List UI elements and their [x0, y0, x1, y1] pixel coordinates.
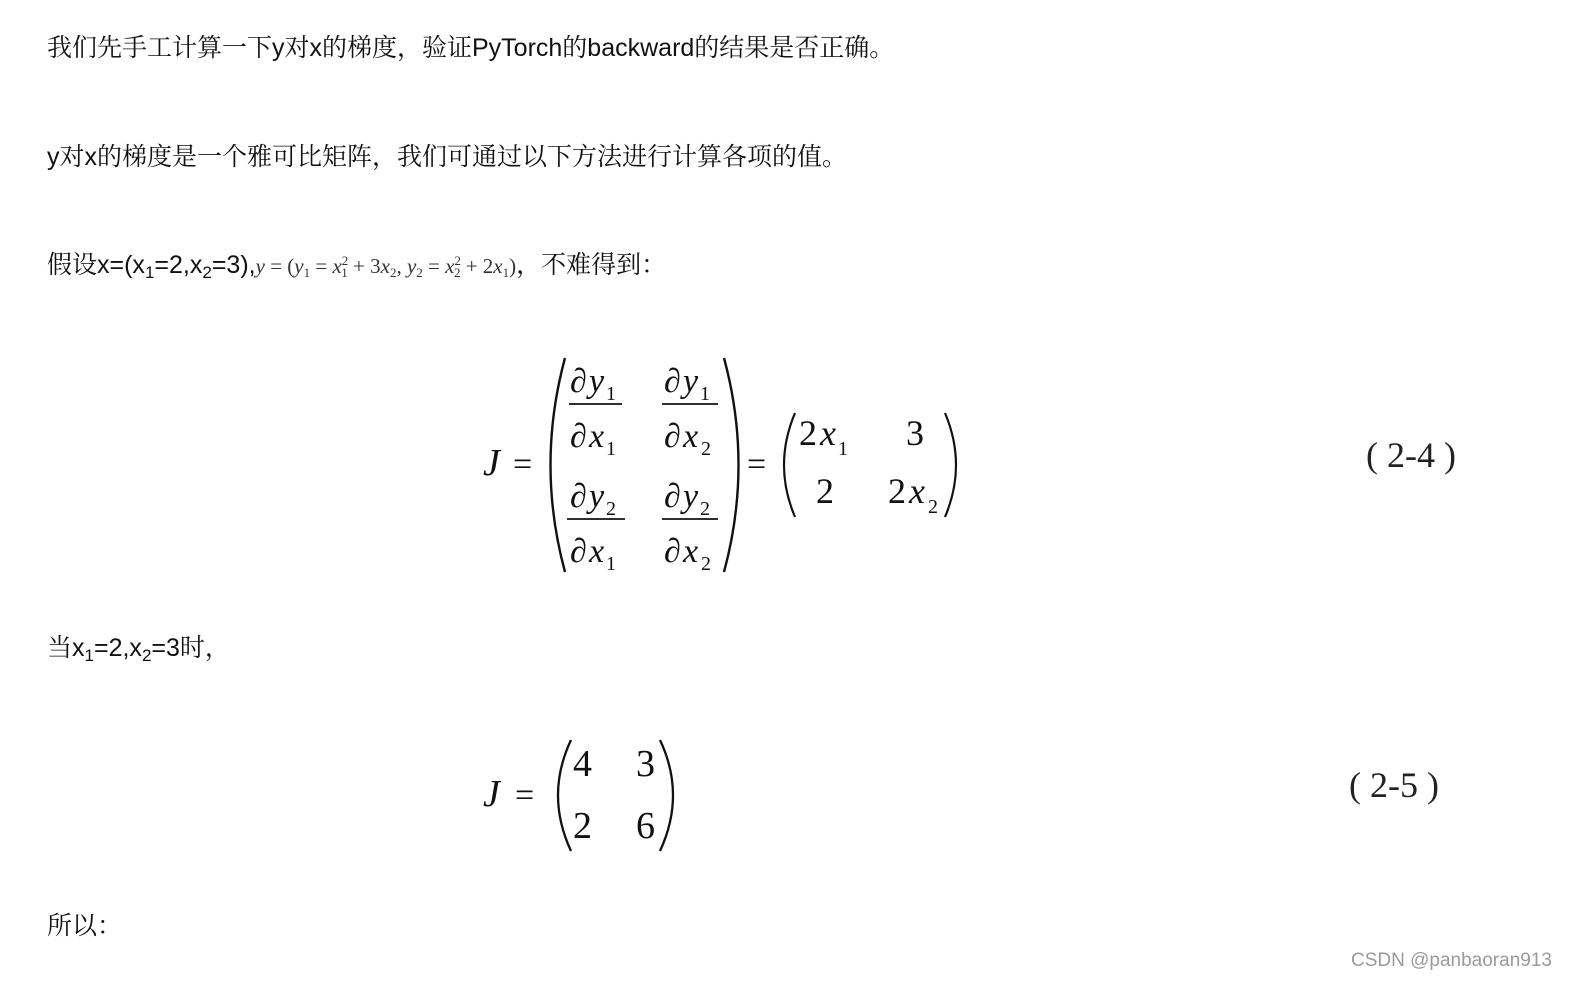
eq1-y-a: y: [589, 363, 605, 400]
eq1-equals-1: =: [513, 446, 533, 483]
condition-prefix: 当x: [47, 634, 85, 662]
eq1-rhs-two-a: 2: [799, 413, 817, 453]
eq1-y-g: y: [683, 478, 699, 515]
eq1-x-f: x: [589, 533, 605, 570]
condition-mid: =2,x: [93, 634, 142, 662]
eq1-sub-h: 2: [701, 553, 711, 575]
inline-x2: x: [380, 254, 390, 278]
eq1-sub-b: 1: [606, 438, 616, 460]
eq1-partial-g: ∂: [664, 478, 681, 515]
eq1-right-paren: [724, 358, 739, 572]
eq1-rhs-sub-c: 2: [928, 496, 938, 518]
inline-x1-sup: 2: [341, 253, 349, 268]
eq1-lhs-j: J: [483, 442, 500, 484]
eq1-sub-a: 1: [606, 383, 616, 405]
eq2-cell-c: 2: [573, 805, 592, 847]
eq2-left-paren: [558, 740, 571, 851]
eq1-rhs-cell-2x2: [888, 471, 938, 518]
inline-eq-2: =: [422, 254, 446, 278]
eq1-rhs-two-b: 2: [816, 471, 834, 511]
inline-y: y: [255, 254, 265, 278]
eq1-partial-e: ∂: [570, 478, 587, 515]
inline-x1b: x: [493, 254, 503, 278]
eq1-rhs-sub-a: 1: [838, 438, 848, 460]
inline-x2b: x: [445, 254, 455, 278]
equation-2-4: [483, 358, 956, 575]
eq1-partial-h: ∂: [664, 533, 681, 570]
eq1-cell-dy1-dx1: [569, 363, 622, 460]
eq1-sub-g: 2: [700, 498, 710, 520]
eq1-partial-c: ∂: [664, 363, 681, 400]
eq1-x-b: x: [589, 418, 605, 455]
eq1-partial-d: ∂: [664, 418, 681, 455]
eq2-lhs-j: J: [483, 773, 500, 815]
eq1-y-c: y: [683, 363, 699, 400]
equation-number-2-5: ( 2-5 ): [1349, 765, 1439, 805]
inline-x1-sub: 1: [341, 265, 348, 280]
eq1-left-paren: [551, 358, 566, 572]
eq1-cell-dy2-dx2: [662, 478, 718, 575]
csdn-watermark: CSDN @panbaoran913: [1351, 950, 1552, 971]
eq1-rhs-cell-2x1: [799, 413, 848, 460]
inline-close: ): [509, 254, 517, 278]
inline-eq-1: =: [310, 254, 333, 278]
eq1-rhs-three: 3: [906, 413, 924, 453]
inline-y1: y: [294, 254, 304, 278]
eq1-rhs-x-c: x: [909, 471, 925, 511]
eq2-cell-a: 4: [573, 743, 592, 785]
inline-x2b-sup: 2: [454, 253, 461, 268]
eq1-x-d: x: [683, 418, 699, 455]
eq2-right-paren: [660, 740, 673, 851]
assumption-mid-1: =2,x: [154, 251, 203, 279]
equation-2-5: [483, 740, 673, 851]
eq1-partial-a: ∂: [570, 363, 587, 400]
inline-plus-1: + 3: [347, 254, 381, 278]
inline-y2: y: [406, 254, 417, 278]
inline-x2b-sub: 2: [453, 265, 461, 280]
inline-y2-sub: 2: [416, 265, 423, 280]
inline-eq-open: = (: [264, 254, 295, 278]
inline-x1: x: [332, 254, 342, 278]
eq1-y-e: y: [589, 478, 605, 515]
condition-suffix: =3时，: [151, 634, 230, 662]
inline-y1-sub: 1: [303, 265, 311, 280]
inline-comma: ,: [396, 254, 407, 278]
eq2-equals: =: [515, 777, 535, 814]
assumption-mid-2: =3),: [211, 251, 256, 279]
assumption-prefix: 假设x=(x: [47, 251, 145, 279]
condition-sub-1: 1: [84, 646, 94, 665]
eq1-cell-dy2-dx1: [567, 478, 625, 575]
eq1-rhs-left-paren: [784, 413, 795, 517]
eq1-x-h: x: [683, 533, 699, 570]
eq1-sub-c: 1: [700, 383, 710, 405]
assumption-sub-2: 2: [202, 263, 212, 282]
eq1-rhs-right-paren: [945, 413, 956, 517]
assumption-suffix: ，不难得到：: [516, 251, 667, 279]
eq1-partial-b: ∂: [570, 418, 587, 455]
eq1-rhs-x-a: x: [820, 413, 836, 453]
conclusion-paragraph: 所以：: [47, 912, 123, 940]
eq1-rhs-two-c: 2: [888, 471, 906, 511]
eq1-partial-f: ∂: [570, 533, 587, 570]
inline-x1b-sub: 1: [502, 265, 510, 280]
assumption-sub-1: 1: [144, 263, 155, 282]
condition-sub-2: 2: [141, 646, 152, 665]
eq1-sub-e: 2: [606, 498, 616, 520]
equation-number-2-4: ( 2-4 ): [1366, 435, 1456, 475]
intro-paragraph: 我们先手工计算一下y对x的梯度，验证PyTorch的backward的结果是否正确。: [47, 34, 895, 62]
inline-x2-sub: 2: [389, 265, 397, 280]
eq1-sub-f: 1: [606, 553, 616, 575]
eq2-cell-d: 6: [636, 805, 655, 847]
jacobian-paragraph: y对x的梯度是一个雅可比矩阵，我们可通过以下方法进行计算各项的值。: [47, 143, 848, 171]
eq2-cell-b: 3: [636, 743, 655, 785]
eq1-sub-d: 2: [701, 438, 711, 460]
condition-paragraph: [47, 633, 230, 663]
eq1-cell-dy1-dx2: [662, 363, 718, 460]
inline-plus-2: + 2: [460, 254, 494, 278]
eq1-equals-2: =: [747, 446, 767, 483]
